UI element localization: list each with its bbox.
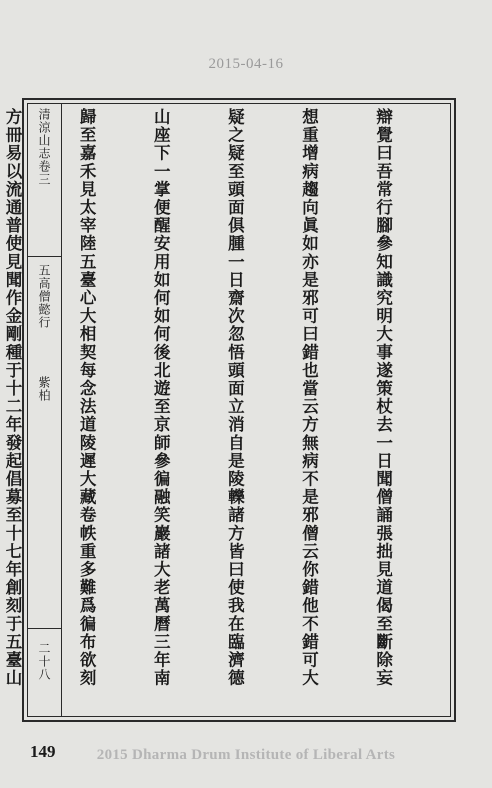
- text-column: 疑之疑至頭面俱腫一日齋次忽悟頭面立消自是陵轢諸方皆曰使我在臨濟德: [225, 108, 245, 688]
- page-number: 149: [30, 742, 56, 761]
- page-frame: [3, 98, 456, 722]
- book-title: 清涼山志卷三: [37, 108, 51, 186]
- text-column: 方冊易以流通普使見聞作金剛種于十二年發起倡募至十七年創刻于五臺山: [3, 108, 23, 688]
- institute-watermark: 2015 Dharma Drum Institute of Liberal Arts: [96, 747, 396, 763]
- text-column: 辯覺曰吾常行腳參知識究明大事遂策杖去一日聞僧誦張拙見道偈至斷除妄: [373, 108, 393, 688]
- subject-name: 紫柏: [37, 376, 51, 402]
- text-column: 歸至嘉禾見太宰陸五臺心大相契每念法道陵遲大藏卷帙重多難爲徧布欲刻: [77, 108, 97, 688]
- text-column: 山座下一掌便醒安用如何如何後北遊至京師參徧融笑巖諸大老萬曆三年南: [151, 108, 171, 688]
- date-watermark: 2015-04-16: [208, 56, 284, 72]
- chinese-page-number: 二十八: [37, 642, 51, 681]
- text-column: 想重增病趨向眞如亦是邪可曰錯也當云方無病不是邪僧云你錯他不錯可大: [299, 108, 319, 688]
- section-title: 五高僧懿行: [37, 264, 51, 329]
- page-frame-inner: [3, 103, 451, 717]
